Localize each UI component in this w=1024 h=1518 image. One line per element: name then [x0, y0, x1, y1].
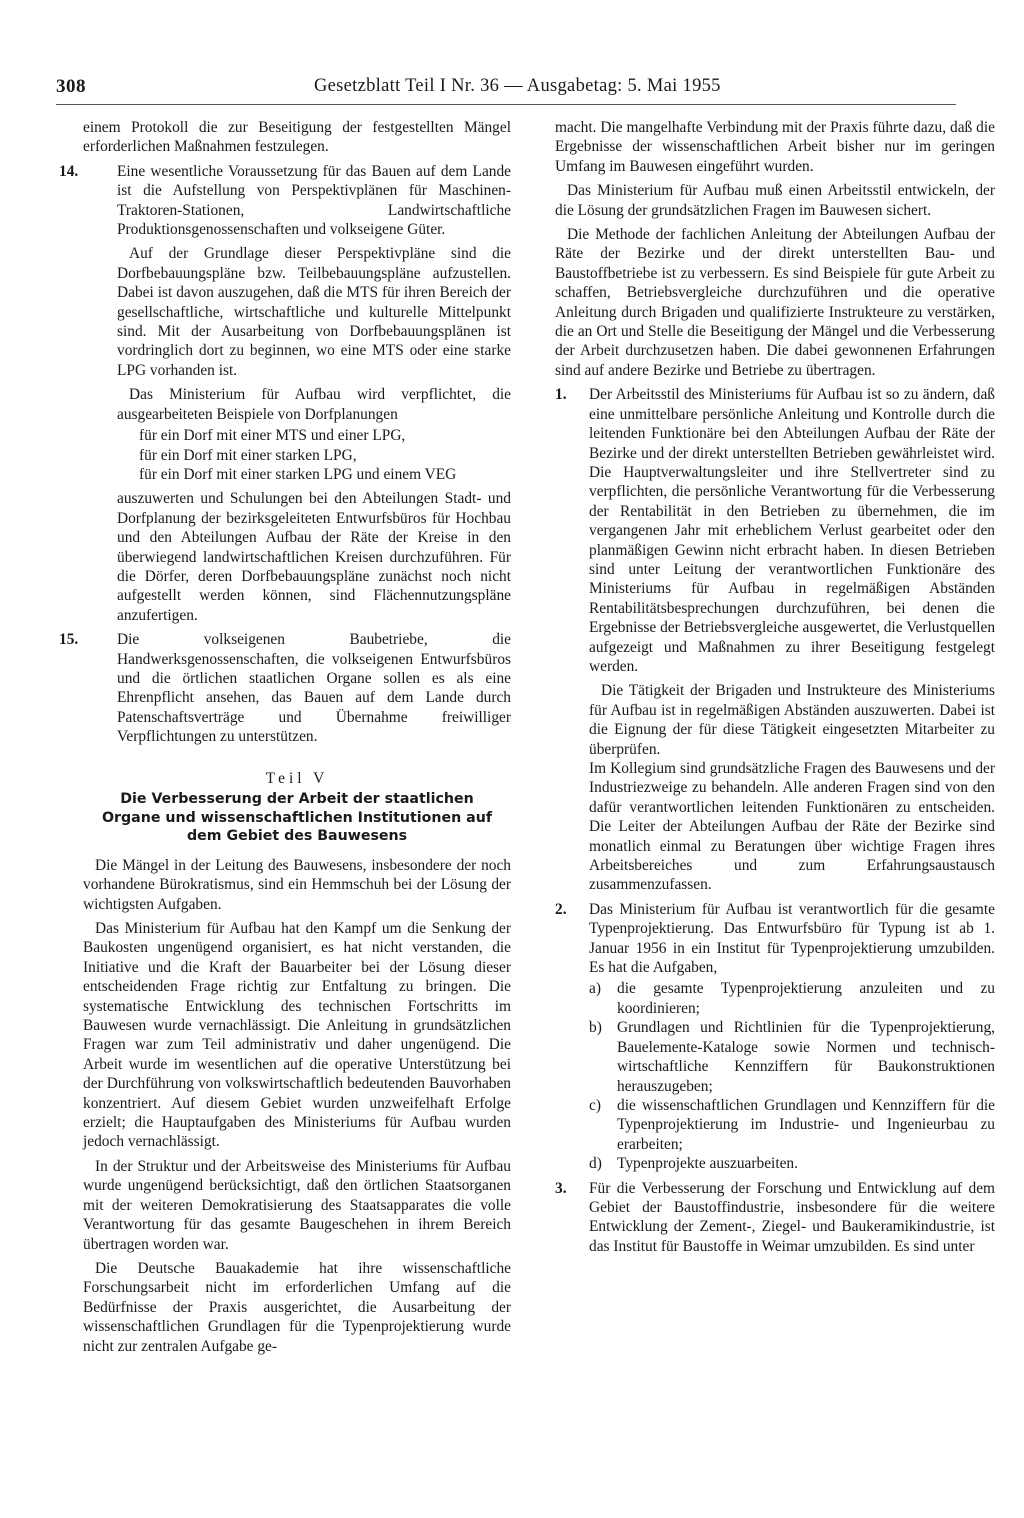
- item-number: 2.: [555, 900, 567, 918]
- list-item: für ein Dorf mit einer MTS und einer LPG,: [139, 427, 406, 445]
- paragraph: Eine wesentliche Voraussetzung für das Bauen auf dem Lande ist die Aufstellung von Perspektivplänen für Maschinen-Traktoren-Stationen, Landwirtschaftliche Produktionsgenossenschaften und volkseigene Güter.: [117, 162, 511, 239]
- list-text: Grundlagen und Richtlinien für die Typenprojektierung, Bauelemente-Kataloge sowie Normen und technisch-wirtschaftliche Kennziffern für Baukonstruktionen herauszugeben;: [617, 1019, 995, 1095]
- paragraph: In der Struktur und der Arbeitsweise des Ministeriums für Aufbau wurde ungenügend berücksichtigt, daß den örtlichen Staatsorganen mit der weiteren Demokratisierung des Staatsapparates die volle Verantwortung für das gesamte Baugeschehen in ihrem Bereich übertragen worden war.: [83, 1157, 511, 1253]
- section-heading: Die Verbesserung der Arbeit der staatlichen Organe und wissenschaftlichen Institutionen auf dem Gebiet des Bauwesens: [101, 791, 493, 845]
- list-item-a: [589, 979, 995, 1018]
- paragraph: Auf der Grundlage dieser Perspektivpläne sind die Dorfbebauungspläne bzw. Teilbebauungspläne aufzustellen. Dabei ist davon auszugehen, daß die MTS für ihren Bereich der gesellschaftliche, wirtschaftliche und kulturelle Mittelpunkt sind. Mit der Ausarbeitung von Dorfbebauungsplänen ist vordringlich dort zu beginnen, wo eine MTS oder eine starke LPG vorhanden ist.: [117, 245, 511, 379]
- paragraph: Der Arbeitsstil des Ministeriums für Aufbau ist so zu ändern, daß eine unmittelbare persönliche Anleitung und Kontrolle durch die leitenden Funktionäre bei den Abteilungen Aufbau der Räte der Bezirke und der direkt unterstellten Betrieben gewährleistet wird. Die Hauptverwaltungsleiter und ihre Stellvertreter sind zu verpflichten, die persönliche Verantwortung für die Verbesserung der Rentabilität in den Betrieben zu übernehmen, die im vergangenen Jahr mit erheblichem Verlust gearbeitet oder den planmäßigen Gewinn nicht erbracht haben. In diesen Betrieben sind unter Leitung der verantwortlichen Funktionäre des Ministeriums für Aufbau in regelmäßigen Abständen Rentabilitätsbesprechungen durchzuführen, bei denen die Ergebnisse der Betriebsvergleiche ausgewertet, die Verlustquellen aufgezeigt und Maßnahmen zu ihrer Beseitigung festgelegt werden.: [589, 386, 996, 675]
- list-item-d: [589, 1154, 995, 1173]
- paragraph-intro: einem Protokoll die zur Beseitigung der festgestellten Mängel erforderlichen Maßnahmen festzulegen.: [83, 119, 511, 156]
- list-item-15: [59, 630, 511, 746]
- item-number: 15.: [59, 631, 79, 649]
- paragraph: Das Ministerium für Aufbau ist verantwortlich für die gesamte Typenprojektierung. Das Entwurfsbüro für Typung ist ab 1. Januar 1956 in ein Institut für Typenprojektierung umzubilden. Es hat die Aufgaben,: [589, 900, 995, 977]
- list-letter: a): [589, 980, 601, 998]
- village-plan-list: [117, 426, 511, 484]
- right-column: [555, 118, 995, 1261]
- item-number: 3.: [555, 1179, 567, 1197]
- list-item-c: [589, 1096, 995, 1154]
- paragraph: Das Ministerium für Aufbau hat den Kampf um die Senkung der Baukosten ungenügend organisiert, es hat nicht verstanden, die Initiative und die Kraft der Bauarbeiter bei der Lösung dieser entscheidenden Frage richtig zur Entfaltung zu bringen. Die systematische Entwicklung des technischen Fortschritts im Bauwesen wurde vernachlässigt. Die Anleitung in grundsätzlichen Fragen war zum Teil administrativ und daher ungenügend. Die Arbeit wurde im wesentlichen auf die operative Unterstützung bei der Durchführung von volkswirtschaftlich bedeutenden Bauvorhaben konzentriert. Auf diesem Gebiet wurden unzweifelhaft Erfolge erzielt; die Hauptaufgaben des Ministeriums für Aufbau wurden jedoch vernachlässigt.: [83, 920, 511, 1151]
- list-item-1: [555, 385, 995, 895]
- page-header: [56, 76, 956, 105]
- paragraph-continued: macht. Die mangelhafte Verbindung mit der Praxis führte dazu, daß die Ergebnisse der wissenschaftlichen Arbeit bisher nur im geringen Umfang im Bauwesen eingeführt wurden.: [555, 119, 995, 175]
- item-number: 1.: [555, 386, 567, 404]
- list-letter: b): [589, 1019, 602, 1037]
- paragraph: Die Mängel in der Leitung des Bauwesens, insbesondere der noch vorhandene Bürokratismus, sind ein Hemmschuh bei der Lösung der wichtigsten Aufgaben.: [83, 856, 511, 913]
- list-item-3: [555, 1179, 995, 1257]
- tasks-list: [589, 979, 995, 1173]
- list-text: Typenprojekte auszuarbeiten.: [617, 1155, 798, 1173]
- section-title: Teil V: [265, 769, 329, 787]
- item-number: 14.: [59, 162, 79, 180]
- list-item-2: [555, 900, 995, 1174]
- paragraph: Die Tätigkeit der Brigaden und Instrukteure des Ministeriums für Aufbau ist in regelmäßigen Abständen auszuwerten. Dabei ist die Eignung der für diese Tätigkeit eingesetzten Mitarbeiter zu überprüfen.: [589, 682, 995, 758]
- list-text: die wissenschaftlichen Grundlagen und Kennziffern für die Typenprojektierung im Industrie- und Ingenieurbau zu erarbeiten;: [617, 1096, 995, 1153]
- left-column: [59, 118, 511, 1361]
- list-letter: d): [589, 1155, 602, 1173]
- list-item-14: [59, 162, 511, 625]
- paragraph: Die Methode der fachlichen Anleitung der Abteilungen Aufbau der Räte der Bezirke und der direkt unterstellten Bau- und Baustoffbetriebe ist zu verbessern. Es sind Beispiele für gute Arbeit zu schaffen, Betriebsvergleiche durchzuführen und die operative Anleitung durch Brigaden und qualifizierte Instrukteure zu verstärken, die an Ort und Stelle die Beseitigung der Mängel und die Verbesserung der Arbeit durchzusetzen haben. Die dabei gewonnenen Erfahrungen sind auf andere Bezirke und Betriebe zu übertragen.: [555, 226, 995, 379]
- list-item-b: [589, 1018, 995, 1096]
- paragraph: Im Kollegium sind grundsätzliche Fragen des Bauwesens und der Industriezweige zu behandeln. Alle anderen Fragen sind von den dafür verantwortlichen leitenden Funktionären zu entscheiden. Die Leiter der Abteilungen Aufbau der Räte der Bezirke sind monatlich einmal zu Beratungen über wichtige Fragen ihres Arbeitsbereiches und zum Erfahrungsaustausch zusammenzufassen.: [589, 760, 995, 894]
- running-title: Gesetzblatt Teil I Nr. 36 — Ausgabetag: 5. Mai 1955: [314, 76, 721, 96]
- paragraph: Für die Verbesserung der Forschung und Entwicklung auf dem Gebiet der Baustoffindustrie, insbesondere für die weitere Entwicklung der Zement-, Ziegel- und Baukeramikindustrie, ist das Institut für Baustoffe in Weimar umzubilden. Es sind unter: [589, 1179, 995, 1255]
- paragraph: auszuwerten und Schulungen bei den Abteilungen Stadt- und Dorfplanung der bezirksgeleiteten Entwurfsbüros für Hochbau und den Abteilungen Aufbau der Räte der Kreise in den überwiegend landwirtschaftlichen Kreisen durchzuführen. Für die Dörfer, deren Dorfbebauungspläne zunächst noch nicht aufgestellt werden können, sind Flächennutzungspläne anzufertigen.: [117, 490, 511, 624]
- list-item: für ein Dorf mit einer starken LPG und einem VEG: [139, 465, 457, 483]
- list-item: für ein Dorf mit einer starken LPG,: [139, 446, 357, 464]
- paragraph: Die Deutsche Bauakademie hat ihre wissenschaftliche Forschungsarbeit nicht im erforderlichen Umfang auf die Bedürfnisse der Praxis ausgerichtet, die Ausarbeitung der wissenschaftlichen Grundlagen für die Typenprojektierung wurde nicht zur zentralen Aufgabe ge-: [83, 1259, 511, 1355]
- list-text: die gesamte Typenprojektierung anzuleiten und zu koordinieren;: [617, 980, 995, 1017]
- page-number: 308: [56, 76, 86, 97]
- paragraph: Das Ministerium für Aufbau wird verpflichtet, die ausgearbeiteten Beispiele von Dorfplanungen: [117, 386, 511, 423]
- list-letter: c): [589, 1096, 601, 1114]
- paragraph: Die volkseigenen Baubetriebe, die Handwerksgenossenschaften, die volkseigenen Entwurfsbüros und die örtlichen staatlichen Organe sollen es als eine Ehrenpflicht ansehen, das Bauen auf dem Lande durch Patenschaftsverträge und Übernahme freiwilliger Verpflichtungen zu unterstützen.: [117, 631, 511, 746]
- paragraph: Das Ministerium für Aufbau muß einen Arbeitsstil entwickeln, der die Lösung der grundsätzlichen Fragen im Bauwesen sichert.: [555, 182, 995, 219]
